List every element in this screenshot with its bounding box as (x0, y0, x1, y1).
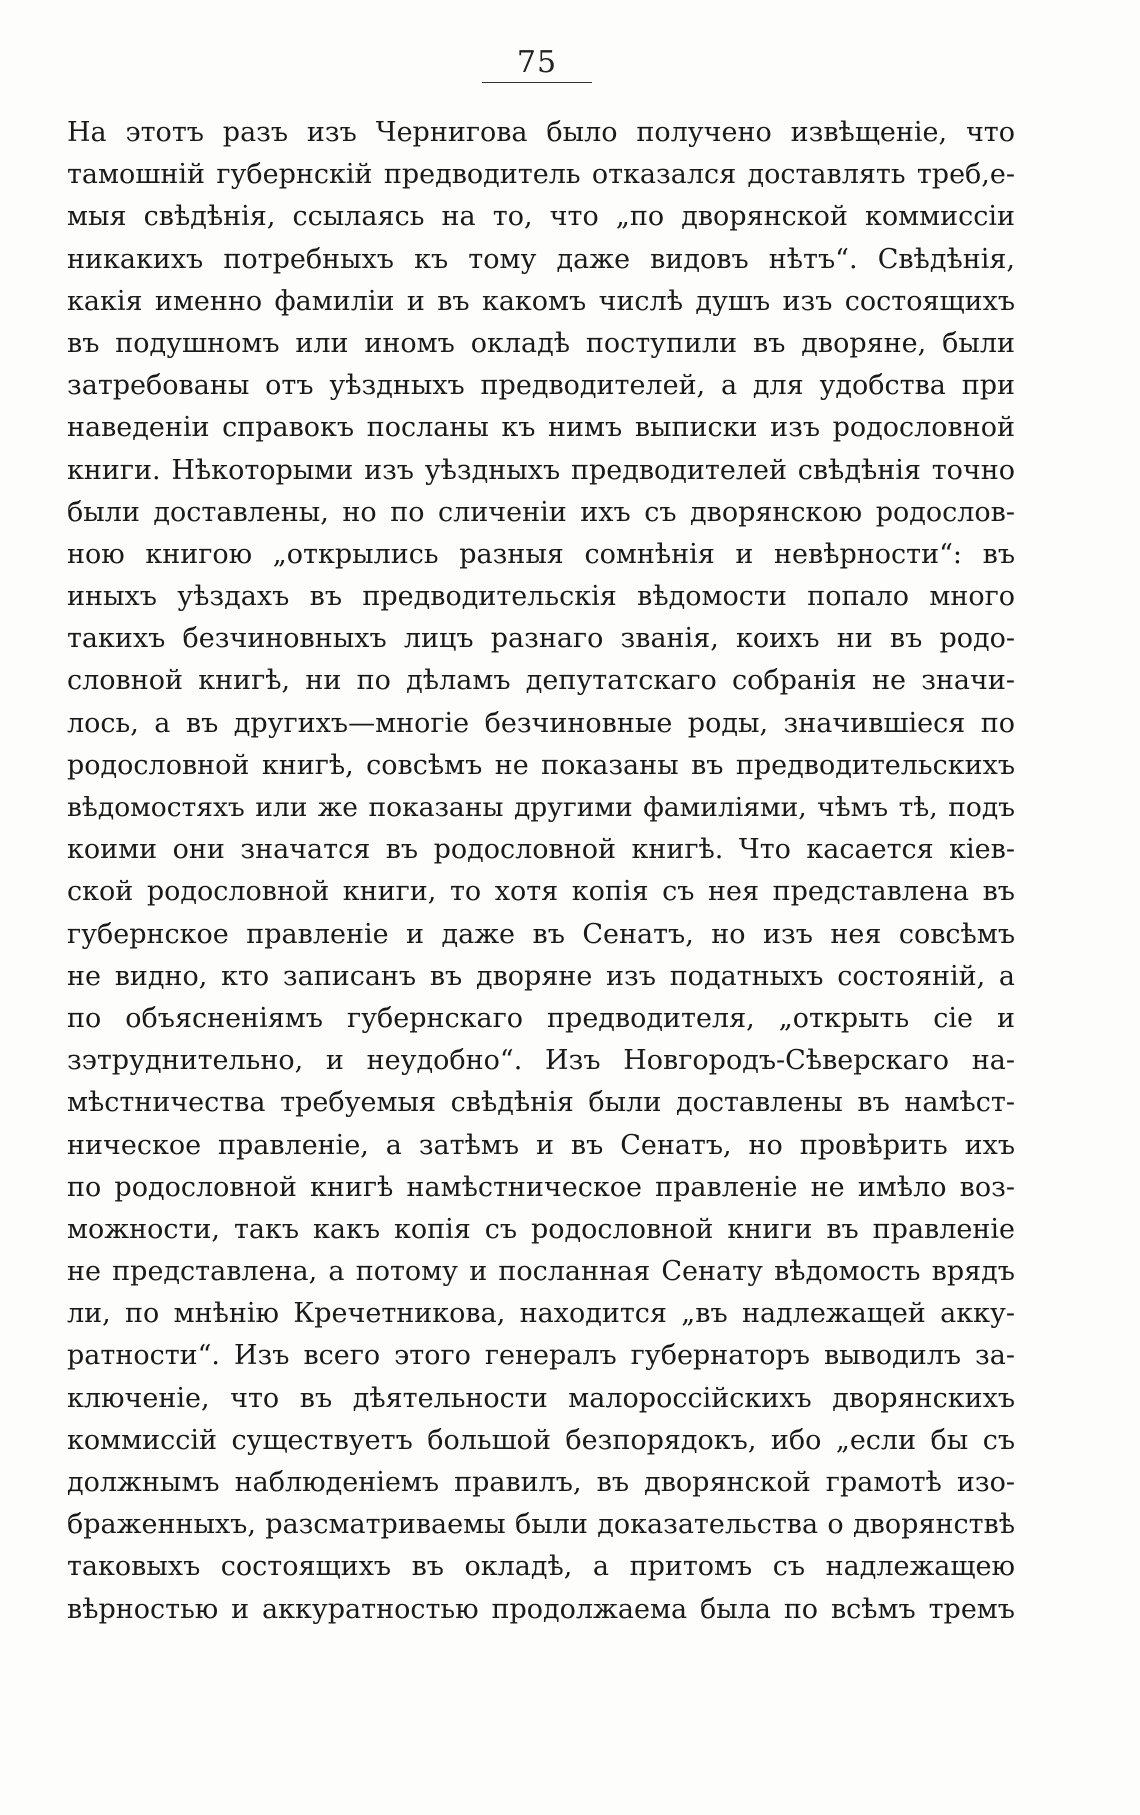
text-line: ключеніе, что въ дѣятельности малороссійскихъ дворянскихъ (67, 1382, 1015, 1414)
text-line: коммиссій существуетъ большой безпорядокъ, ибо „если бы съ (67, 1424, 1015, 1456)
text-line: затребованы отъ уѣздныхъ предводителей, а для удобства при (67, 370, 1015, 402)
text-line: таковыхъ состоящихъ въ окладѣ, а притомъ съ надлежащею (67, 1551, 1015, 1583)
text-line: браженныхъ, разсматриваемы были доказательства о дворянствѣ (67, 1509, 1015, 1541)
text-line: ли, по мнѣнію Кречетникова, находится „въ надлежащей акку- (67, 1298, 1015, 1330)
text-line: ской родословной книги, то хотя копія съ нея представлена въ (67, 876, 1015, 908)
text-line: по родословной книгѣ намѣстническое правленіе не имѣло воз- (67, 1171, 1015, 1203)
text-line: родословной книгѣ, совсѣмъ не показаны въ предводительскихъ (67, 749, 1015, 781)
page-number-rule (482, 82, 592, 83)
text-line: ратности“. Изъ всего этого генералъ губернаторъ выводилъ за- (67, 1340, 1015, 1372)
text-line: коими они значатся въ родословной книгѣ. Что касается кіев- (67, 834, 1015, 866)
page-number: 75 (516, 45, 558, 80)
text-line: не видно, кто записанъ въ дворяне изъ податныхъ состояній, а (67, 960, 1015, 992)
text-line: не представлена, а потому и посланная Сенату вѣдомость врядъ (67, 1256, 1015, 1288)
body-text (67, 112, 1015, 1631)
text-line: ническое правленіе, а затѣмъ и въ Сенатъ, но провѣрить ихъ (67, 1129, 1015, 1161)
text-line: можности, такъ какъ копія съ родословной книги въ правленіе (67, 1213, 1015, 1245)
text-line: мыя свѣдѣнія, ссылаясь на то, что „по дворянской коммиссіи (67, 201, 1015, 233)
text-line: по объясненіямъ губернскаго предводителя, „открыть сіе и (67, 1002, 1015, 1034)
text-line: иныхъ уѣздахъ въ предводительскія вѣдомости попало много (67, 581, 1015, 613)
page-header (478, 46, 596, 83)
text-line: какія именно фамиліи и въ какомъ числѣ душъ изъ состоящихъ (67, 285, 1015, 317)
text-line: словной книгѣ, ни по дѣламъ депутатскаго собранія не значи- (67, 665, 1015, 697)
text-line: губернское правленіе и даже въ Сенатъ, но изъ нея совсѣмъ (67, 918, 1015, 950)
text-line: вѣрностью и аккуратностью продолжаема была по всѣмъ тремъ (67, 1593, 1015, 1625)
text-line: были доставлены, но по сличеніи ихъ съ дворянскою родослов- (67, 496, 1015, 528)
text-line: такихъ безчиновныхъ лицъ разнаго званія, коихъ ни въ родо- (67, 623, 1015, 655)
text-line: никакихъ потребныхъ къ тому даже видовъ нѣтъ“. Свѣдѣнія, (67, 243, 1015, 275)
text-line: наведеніи справокъ посланы къ нимъ выписки изъ родословной (67, 412, 1015, 444)
text-line: мѣстничества требуемыя свѣдѣнія были доставлены въ намѣст- (67, 1087, 1015, 1119)
text-line: тамошній губернскій предводитель отказался доставлять треб,е- (67, 159, 1015, 191)
text-line: лось, а въ другихъ—многіе безчиновные роды, значившіеся по (67, 707, 1015, 739)
text-line: зэтруднительно, и неудобно“. Изъ Новгородъ-Сѣверскаго на- (67, 1045, 1015, 1077)
text-line: ною книгою „открылись разныя сомнѣнія и невѣрности“: въ (67, 538, 1015, 570)
text-line: книги. Нѣкоторыми изъ уѣздныхъ предводителей свѣдѣнія точно (67, 454, 1015, 486)
text-line: вѣдомостяхъ или же показаны другими фамиліями, чѣмъ тѣ, подъ (67, 792, 1015, 823)
text-line: На этотъ разъ изъ Чернигова было получено извѣщеніе, что (67, 117, 1015, 148)
text-line: должнымъ наблюденіемъ правилъ, въ дворянской грамотѣ изо- (67, 1467, 1015, 1498)
text-line: въ подушномъ или иномъ окладѣ поступили въ дворяне, были (67, 327, 1015, 359)
